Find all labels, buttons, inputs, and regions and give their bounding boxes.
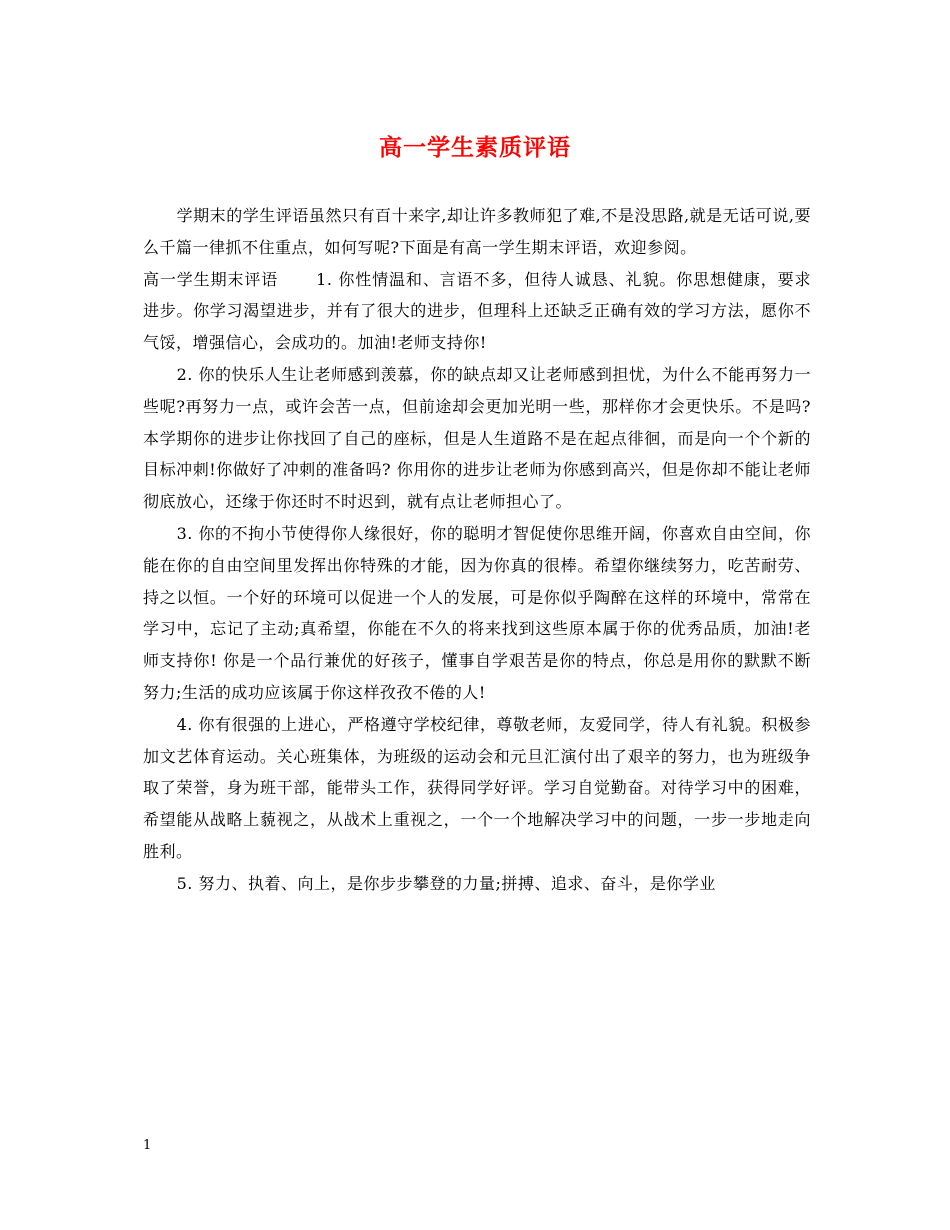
- comment-paragraph-2: 2. 你的快乐人生让老师感到羡慕，你的缺点却又让老师感到担忧，为什么不能再努力一些呢?再努力一点，或许会苦一点，但前途却会更加光明一些，那样你才会更快乐。不是吗? 本学期你的进步让你找回了自己的座标，但是人生道路不是在起点徘徊，而是向一个个新的目标冲刺!你做好了冲刺的准备吗? 你用你的进步让老师为你感到高兴，但是你却不能让老师彻底放心，还缘于你还时不时迟到，就有点让老师担心了。: [143, 364, 811, 512]
- comment-paragraph-5: 5. 努力、执着、向上，是你步步攀登的力量;拼搏、追求、奋斗，是你学业: [176, 873, 716, 893]
- comment-paragraph-4: 4. 你有很强的上进心，严格遵守学校纪律，尊敬老师，友爱同学，待人有礼貌。积极参加文艺体育运动。关心班集体，为班级的运动会和元旦汇演付出了艰辛的努力，也为班级争取了荣誉，身为班干部，能带头工作，获得同学好评。学习自觉勤奋。对待学习中的困难，希望能从战略上藐视之，从战术上重视之，一个一个地解决学习中的问题，一步一步地走向胜利。: [143, 714, 811, 861]
- intro-paragraph: 学期末的学生评语虽然只有百十来字,却让许多教师犯了难,不是没思路,就是无话可说,要么千篇一律抓不住重点，如何写呢?下面是有高一学生期末评语，欢迎参阅。: [143, 206, 811, 257]
- comment-paragraph-3: 3. 你的不拘小节使得你人缘很好，你的聪明才智促使你思维开阔，你喜欢自由空间，你能在你的自由空间里发挥出你特殊的才能，因为你真的很棒。希望你继续努力，吃苦耐劳、持之以恒。一个好的环境可以促进一个人的发展，可是你似乎陶醉在这样的环境中，常常在学习中，忘记了主动;真希望，你能在不久的将来找到这些原本属于你的优秀品质，加油!老师支持你! 你是一个品行兼优的好孩子，懂事自学艰苦是你的特点，你总是用你的默默不断努力;生活的成功应该属于你这样孜孜不倦的人!: [143, 523, 811, 702]
- section-heading: 高一学生期末评语: [143, 269, 279, 289]
- page-number: 1: [143, 1138, 152, 1153]
- document-title: 高一学生素质评语: [379, 134, 571, 161]
- document-body: [143, 200, 811, 900]
- comment-paragraph-1: 1. 你性情温和、言语不多，但待人诚恳、礼貌。你思想健康，要求进步。你学习渴望进步，并有了很大的进步，但理科上还缺乏正确有效的学习方法，愿你不气馁，增强信心，会成功的。加油!老师支持你!: [143, 269, 811, 353]
- section-paragraph-1: [143, 264, 811, 359]
